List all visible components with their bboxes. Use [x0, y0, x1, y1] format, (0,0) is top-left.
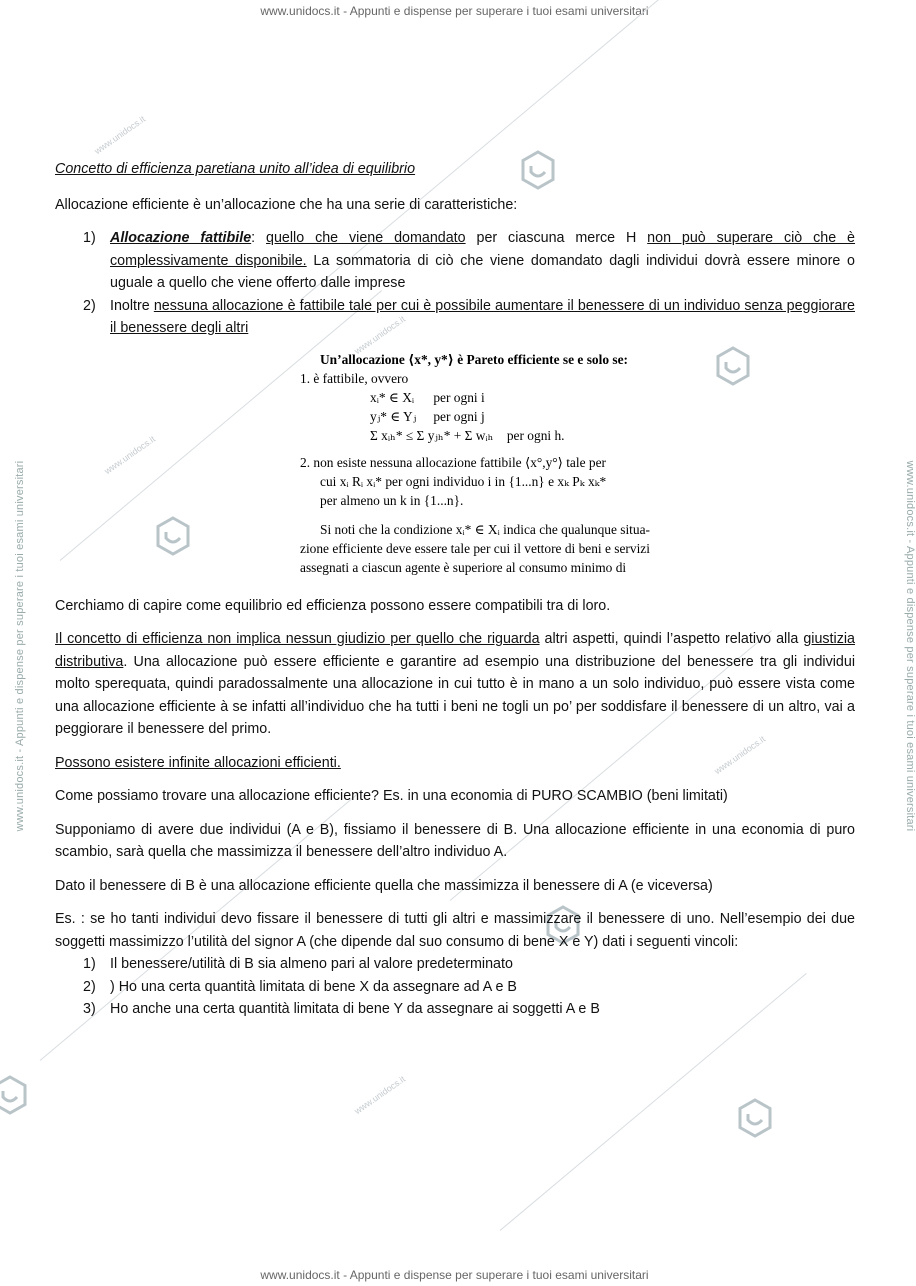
excerpt-note: Si noti che la condizione xᵢ* ∈ Xᵢ indica che qualunque situa- — [320, 521, 650, 537]
excerpt-formula — [370, 388, 680, 407]
excerpt-step-continued: per almeno un k in {1...n}. — [320, 492, 464, 508]
formula-expression: Σ xᵢₕ* ≤ Σ yⱼₕ* + Σ wᵢₕ — [370, 427, 494, 443]
list-item — [55, 976, 855, 999]
list-item — [55, 227, 855, 295]
paragraph: Cerchiamo di capire come equilibrio ed efficienza possono essere compatibili tra di loro. — [55, 597, 611, 614]
feasible-allocation-term: Allocazione fattibile — [110, 230, 252, 246]
unidocs-logo-icon — [0, 1075, 30, 1115]
list-text: : — [251, 230, 267, 246]
formula-condition: per ogni h. — [506, 427, 565, 443]
document-body — [55, 158, 855, 1021]
list-text: Ho anche una certa quantità limitata di bene Y da assegnare ai soggetti A e B — [110, 1001, 600, 1017]
excerpt-step-continued: cui xᵢ Rᵢ xᵢ* per ogni individuo i in {1...n} e xₖ Pₖ xₖ* — [320, 473, 607, 489]
side-watermark-right: www.unidocs.it - Appunti e dispense per superare i tuoi esami universitari — [904, 460, 916, 832]
list-number: 2) — [83, 297, 96, 314]
list-text: La sommatoria di ciò che viene domandato dagli individui dovrà essere minore o uguale a quello che viene offerto dalle imprese — [110, 252, 855, 291]
excerpt-heading: Un’allocazione ⟨x*, y*⟩ è Pareto efficiente se e solo se: — [320, 351, 628, 367]
side-watermark-left: www.unidocs.it - Appunti e dispense per superare i tuoi esami universitari — [14, 460, 26, 832]
list-number: 1) — [83, 230, 96, 246]
paragraph-text: . Una allocazione può essere efficiente e garantire ad esempio una distribuzione del benessere tra gli individui molto sperequata, quindi paradossalmente una allocazione in cui tutto è in mano a un solo individuo, può essere vista come una allocazione efficiente à se infatti all’individuo che ha tutti i beni ne togli un po’ per soddisfare il benessere di un altro, vai a peggiorare il benessere del primo. — [55, 653, 855, 737]
small-watermark: www.unidocs.it — [712, 733, 768, 777]
intro-paragraph: Allocazione efficiente è un’allocazione che ha una serie di caratteristiche: — [55, 196, 518, 213]
excerpt-note: zione efficiente deve essere tale per cui il vettore di beni e servizi — [300, 540, 650, 556]
paragraph: Come possiamo trovare una allocazione efficiente? Es. in una economia di PURO SCAMBIO (beni limitati) — [55, 788, 728, 804]
underlined-text: quello che viene domandato — [266, 230, 466, 246]
small-watermark: www.unidocs.it — [92, 113, 148, 157]
scanned-textbook-excerpt — [300, 350, 680, 577]
small-watermark: www.unidocs.it — [352, 1073, 408, 1117]
excerpt-step: 1. è fattibile, ovvero — [300, 370, 409, 386]
feasibility-list — [55, 227, 855, 340]
list-number: 2) — [83, 978, 96, 995]
paragraph-text: altri aspetti, quindi l’aspetto relativo alla — [539, 631, 804, 647]
paragraph: Possono esistere infinite allocazioni efficienti. — [55, 754, 341, 771]
formula-condition: per ogni j — [433, 408, 485, 424]
paragraph: Es. : se ho tanti individui devo fissare il benessere di tutti gli altri e massimizzare il benessere di uno. Nell’esempio dei due soggetti massimizzo l’utilità del signor A (che dipende dal suo consumo di bene X e Y) dati i seguenti vincoli: — [55, 911, 855, 950]
list-number: 1) — [83, 956, 96, 972]
header-watermark: www.unidocs.it - Appunti e dispense per superare i tuoi esami universitari — [260, 4, 649, 18]
paragraph: Supponiamo di avere due individui (A e B), fissiamo il benessere di B. Una allocazione efficiente in una economia di puro scambio, sarà quella che massimizza il benessere dell’altro individuo A. — [55, 821, 855, 860]
excerpt-step: 2. non esiste nessuna allocazione fattibile ⟨x°,y°⟩ tale per — [300, 454, 606, 470]
underlined-text: nessuna allocazione è fattibile tale per cui è possibile aumentare il benessere di un individuo senza peggiorare il benessere degli altri — [110, 297, 855, 336]
section-title: Concetto di efficienza paretiana unito all’idea di equilibrio — [55, 161, 416, 177]
list-item — [55, 295, 855, 340]
paragraph: Dato il benessere di B è una allocazione efficiente quella che massimizza il benessere di A (e viceversa) — [55, 877, 713, 894]
small-watermark: www.unidocs.it — [352, 313, 408, 357]
underlined-text: Il concetto di efficienza non implica nessun giudizio per quello che riguarda — [55, 631, 540, 647]
underlined-text: non può superare ciò che è complessivamente disponibile. — [110, 230, 856, 269]
excerpt-formula — [370, 426, 680, 445]
formula-expression: xᵢ* ∈ Xᵢ — [370, 389, 415, 405]
excerpt-formula — [370, 407, 680, 426]
underlined-text: giustizia distributiva — [55, 631, 855, 670]
list-number: 3) — [83, 1001, 96, 1017]
constraints-list — [55, 953, 855, 1021]
formula-expression: yⱼ* ∈ Yⱼ — [370, 408, 417, 424]
paragraph — [55, 628, 855, 741]
list-text: ) Ho una certa quantità limitata di bene X da assegnare ad A e B — [110, 978, 517, 995]
formula-condition: per ogni i — [433, 389, 485, 405]
excerpt-note: assegnati a ciascun agente è superiore al consumo minimo di — [300, 559, 627, 575]
list-item — [55, 998, 855, 1021]
small-watermark: www.unidocs.it — [102, 433, 158, 477]
list-item — [55, 953, 855, 976]
unidocs-logo-icon — [735, 1098, 775, 1138]
footer-watermark: www.unidocs.it - Appunti e dispense per superare i tuoi esami universitari — [260, 1268, 649, 1282]
list-text: per ciascuna merce H — [465, 230, 648, 246]
list-text: Inoltre — [110, 297, 154, 314]
list-text: Il benessere/utilità di B sia almeno pari al valore predeterminato — [110, 956, 513, 972]
